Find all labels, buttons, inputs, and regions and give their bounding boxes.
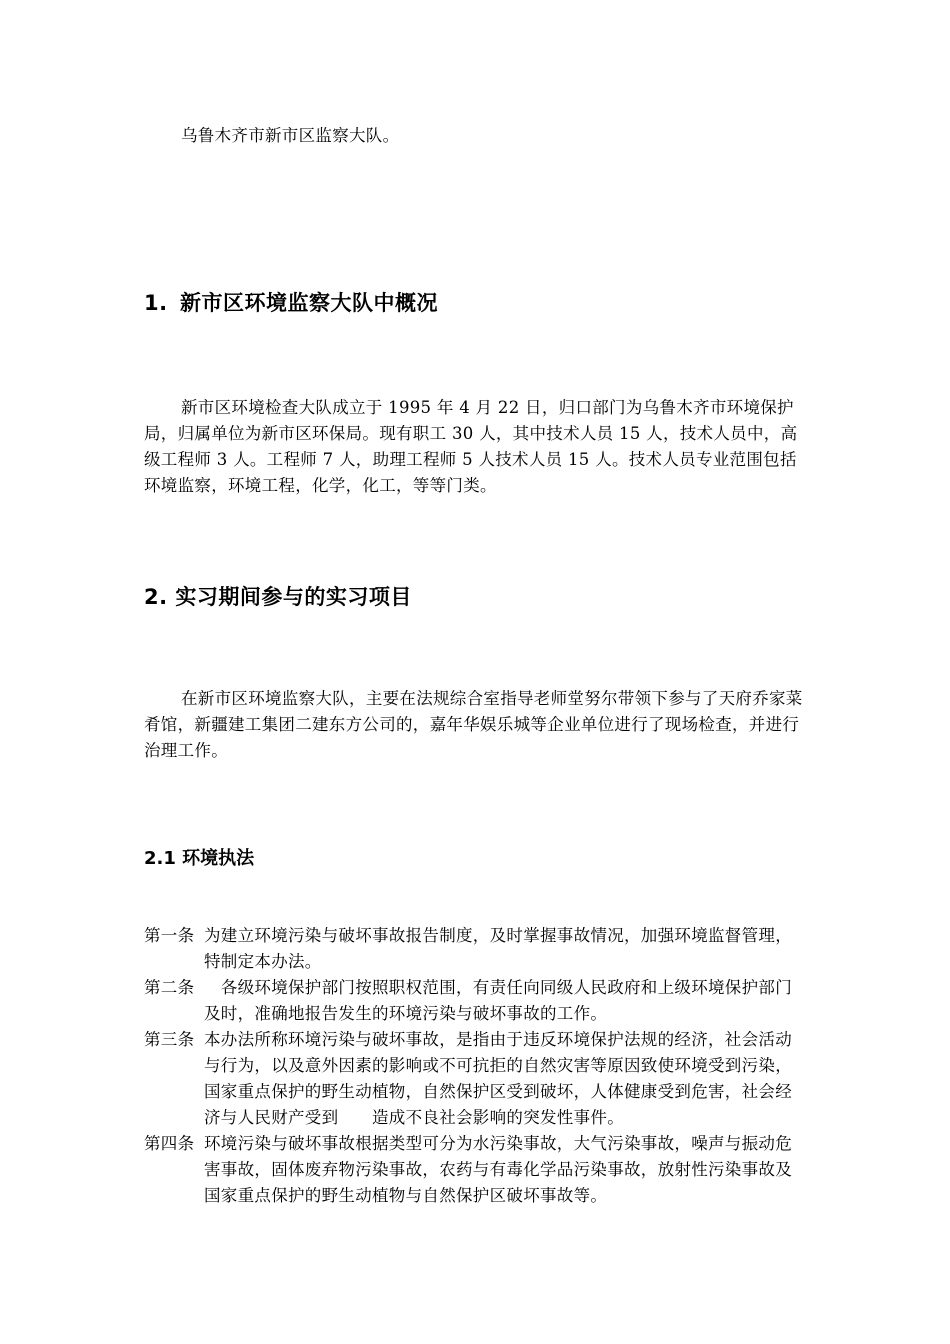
section1-paragraph-block [144, 395, 808, 499]
article-text: 环境污染与破坏事故根据类型可分为水污染事故，大气污染事故，噪声与振动危害事故，固体废弃物污染事故，农药与有毒化学品污染事故，放射性污染事故及国家重点保护的野生动植物与自然保护区破坏事故等。 [204, 1134, 792, 1205]
intro-line-block [144, 123, 808, 149]
section1-heading-block [144, 288, 808, 318]
article-item [144, 1131, 808, 1209]
section1-title: 新市区环境监察大队中概况 [180, 291, 438, 315]
article-label: 第二条 [144, 978, 195, 997]
section1-heading [144, 288, 808, 318]
article-label: 第四条 [144, 1134, 195, 1153]
intro-line: 乌鲁木齐市新市区监察大队。 [181, 126, 400, 145]
section1-number: 1. [144, 291, 168, 315]
section2-paragraph: 在新市区环境监察大队，主要在法规综合室指导老师堂努尔带领下参与了天府乔家菜肴馆，新疆建工集团二建东方公司的，嘉年华娱乐城等企业单位进行了现场检查，并进行治理工作。 [144, 689, 803, 760]
section2-heading-block [144, 582, 808, 612]
article-text: 本办法所称环境污染与破坏事故，是指由于违反环境保护法规的经济，社会活动与行为，以及意外因素的影响或不可抗拒的自然灾害等原因致使环境受到污染，国家重点保护的野生动植物，自然保护区受到破坏，人体健康受到危害，社会经济与人民财产受到 造成不良社会影响的突发性事件。 [204, 1030, 792, 1127]
section2-1-heading: 2.1 环境执法 [144, 848, 255, 869]
section2-heading: 2. 实习期间参与的实习项目 [144, 585, 412, 609]
article-item [144, 975, 808, 1027]
article-item [144, 923, 808, 975]
article-label: 第三条 [144, 1030, 195, 1049]
article-label: 第一条 [144, 926, 195, 945]
article-text: 各级环境保护部门按照职权范围，有责任向同级人民政府和上级环境保护部门及时，准确地报告发生的环境污染与破坏事故的工作。 [204, 978, 792, 1023]
article-text: 为建立环境污染与破坏事故报告制度，及时掌握事故情况，加强环境监督管理，特制定本办法。 [204, 926, 792, 971]
article-item [144, 1027, 808, 1131]
section1-paragraph: 新市区环境检查大队成立于 1995 年 4 月 22 日，归口部门为乌鲁木齐市环境保护局，归属单位为新市区环保局。现有职工 30 人，其中技术人员 15 人，技术人员中，高级工程师 3 人。工程师 7 人，助理工程师 5 人技术人员 15 人。技术人员专业范围包括环境监察，环境工程，化学，化工，等等门类。 [144, 398, 798, 495]
articles-list [144, 923, 808, 1209]
section2-1-heading-block [144, 846, 808, 872]
section2-paragraph-block [144, 686, 808, 764]
